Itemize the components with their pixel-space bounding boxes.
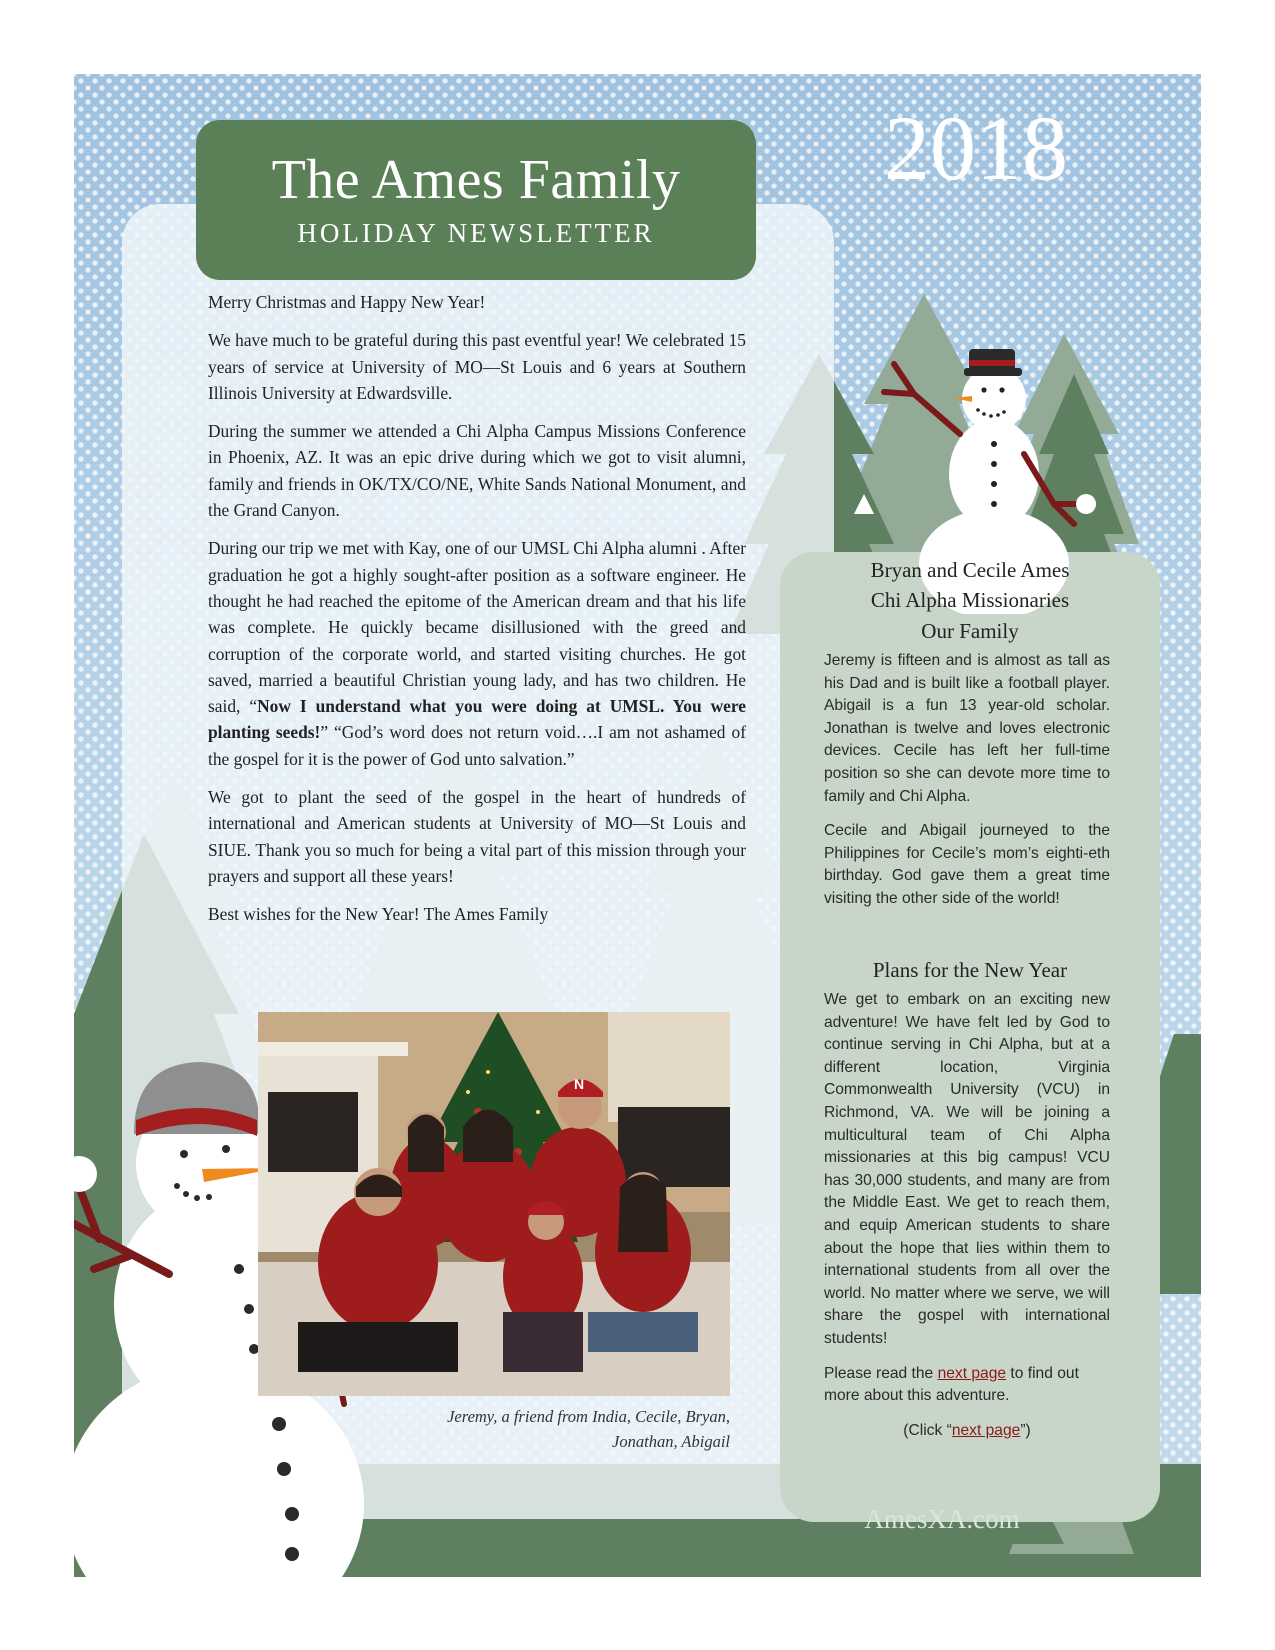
read-more-text [824,1363,1110,1408]
family-heading: Our Family [921,619,1019,643]
next-page-link[interactable]: next page [937,1364,1007,1382]
read-more-suffix: to find out more about this adventure. [824,1364,1079,1405]
photo-caption [414,1404,730,1454]
next-page-link-2[interactable]: next page [951,1421,1021,1439]
letter-paragraph: We have much to be grateful during this past eventful year! We celebrated 15 years of service at University of MO—St Louis and 6 years at Southern Illinois University at Edwardsville. [208,330,746,403]
letter-paragraph: We got to plant the seed of the gospel in the heart of hundreds of international and American students at University of MO—St Louis and SIUE. Thank you so much for being a vital part of this mission through your prayers and support all these years! [208,787,746,886]
newsletter-subtitle: HOLIDAY NEWSLETTER [297,218,655,248]
family-paragraph: Jeremy is fifteen and is almost as tall as his Dad and is built like a football player. Abigail is a fun 13 year-old scholar. Jonathan is twelve and loves electronic devices. Cecile has left her full-time position so she can devote more time to family and Chi Alpha. [824,652,1110,805]
letter-body [208,289,746,940]
letter-text: ” “God’s word does not return void….I am not ashamed of the gospel for it is the power of God unto salvation.” [208,722,746,769]
click-next-text [824,1420,1110,1443]
plans-heading: Plans for the New Year [872,958,1068,982]
newsletter-title: The Ames Family [271,149,681,211]
letter-greeting: Merry Christmas and Happy New Year! [208,292,486,312]
click-prefix: (Click “ [903,1421,952,1439]
cap-letter: N [574,1076,585,1092]
sidebar-role: Chi Alpha Missionaries [870,588,1070,612]
year-label: 2018 [884,97,1068,199]
click-suffix: ”) [1020,1421,1031,1439]
newsletter-title-box [196,120,756,280]
letter-closing: Best wishes for the New Year! The Ames Family [208,904,549,925]
caption-line: Jeremy, a friend from India, Cecile, Bryan, [447,1407,730,1426]
website-url: AmesXA.com [864,1504,1020,1534]
letter-quote-bold: Now I understand what you were doing at UMSL. You were planting seeds! [208,696,746,743]
sidebar-name: Bryan and Cecile Ames [870,558,1070,582]
family-photo [258,1012,730,1396]
letter-paragraph-quote [208,535,746,772]
plans-paragraph: We get to embark on an exciting new adventure! We have felt led by God to continue serving in Chi Alpha, but at a different location, Virginia Commonwealth University (VCU) in Richmond, VA. We will be joining a multicultural team of Chi Alpha missionaries at this big campus! VCU has 30,000 students, and many are from the Middle East. We get to reach them, and equip American students to share about the hope that lies within them to international students from all over the world. No matter where we serve, we will share the gospel with international students! [824,991,1110,1347]
read-more-prefix: Please read the [824,1364,938,1382]
letter-text: During our trip we met with Kay, one of our UMSL Chi Alpha alumni . After graduation he got a highly sought-after position as a software engineer. He thought he had reached the epitome of the American dream and that his life was complete. He quickly became disillusioned with the greed and corruption of the corporate world, and started visiting churches. He got saved, married a beautiful Christian young lady, and has two children. He said, “ [208,538,746,717]
newsletter-page [74,74,1201,1577]
caption-line: Jonathan, Abigail [612,1432,730,1451]
family-section [824,650,1110,923]
letter-paragraph: During the summer we attended a Chi Alpha Campus Missions Conference in Phoenix, AZ. It was an epic drive during which we got to visit alumni, family and friends in OK/TX/CO/NE, White Sands National Monument, and the Grand Canyon. [208,421,746,521]
family-paragraph: Cecile and Abigail journeyed to the Philippines for Cecile’s mom’s eighti-eth birthday. God gave them a great time visiting the other side of the world! [824,822,1110,907]
plans-section [824,989,1110,1454]
